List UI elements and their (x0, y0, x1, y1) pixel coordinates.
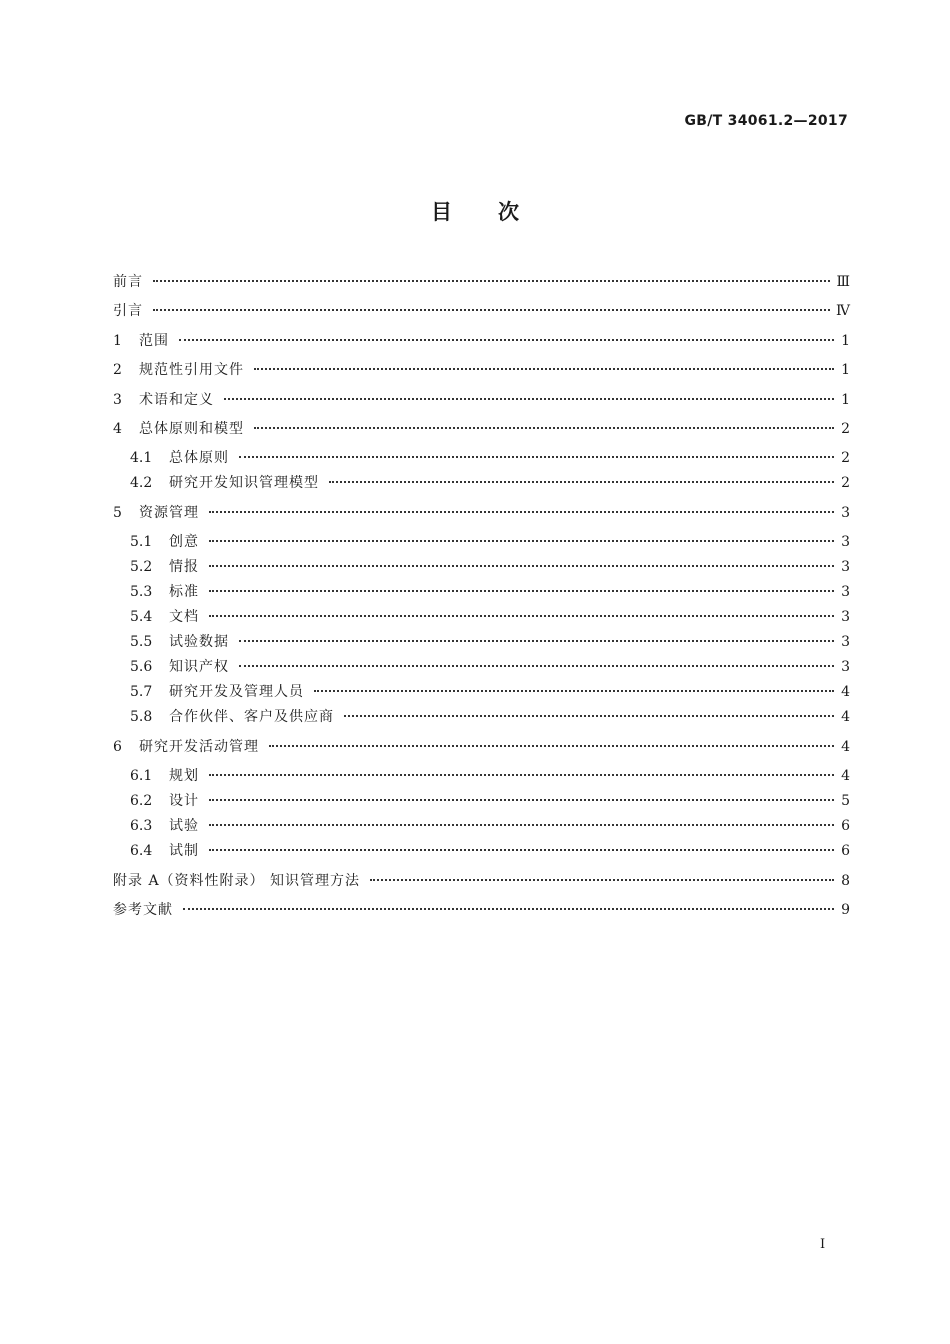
toc-entry-label: 资源管理 (139, 505, 199, 521)
toc-entry[interactable] (130, 680, 850, 704)
toc-entry-page: 3 (841, 559, 850, 575)
toc-entry[interactable] (130, 471, 850, 495)
toc-entry[interactable] (113, 735, 850, 759)
toc-entry-label: 研究开发活动管理 (139, 739, 259, 755)
toc-entry-number: 5 (113, 505, 122, 521)
toc-entry-number: 3 (113, 392, 122, 408)
toc-entry-page: 8 (841, 873, 850, 889)
toc-entry-label: 知识产权 (169, 659, 229, 675)
toc-entry[interactable] (130, 764, 850, 788)
dot-leader (254, 426, 834, 429)
toc-entry[interactable] (113, 501, 850, 525)
dot-leader (209, 614, 834, 617)
toc-entry-label: 试验 (169, 818, 199, 834)
toc-entry-number: 5.3 (130, 584, 153, 600)
toc-entry-page: 3 (841, 609, 850, 625)
toc-entry-number: 4.2 (130, 475, 153, 491)
toc-entry[interactable] (113, 417, 850, 441)
toc-entry-label: 引言 (113, 303, 143, 319)
toc-entry[interactable] (113, 898, 850, 922)
toc-entry-number: 4.1 (130, 450, 153, 466)
dot-leader (224, 397, 834, 400)
toc-entry-page: 3 (841, 534, 850, 550)
toc-entry-page: 4 (841, 768, 850, 784)
toc-entry[interactable] (130, 530, 850, 554)
toc-entry-number: 2 (113, 362, 122, 378)
toc-entry-label: 文档 (169, 609, 199, 625)
toc-entry-page: 1 (841, 362, 850, 378)
toc-entry-page: 5 (841, 793, 850, 809)
page-title: 目次 (431, 200, 565, 224)
toc-entry[interactable] (130, 605, 850, 629)
dot-leader (239, 664, 834, 667)
toc-entry-number: 5.8 (130, 709, 153, 725)
toc-entry-number: 5.4 (130, 609, 153, 625)
toc-entry-label: 创意 (169, 534, 199, 550)
dot-leader (254, 367, 834, 370)
dot-leader (179, 338, 834, 341)
dot-leader (209, 589, 834, 592)
toc-entry-page: 4 (841, 684, 850, 700)
dot-leader (329, 480, 834, 483)
toc-entry-page: 2 (841, 450, 850, 466)
toc-entry-page: 9 (841, 902, 850, 918)
toc-entry[interactable] (130, 580, 850, 604)
toc-entry[interactable] (113, 358, 850, 382)
dot-leader (153, 279, 830, 282)
toc-entry[interactable] (130, 814, 850, 838)
dot-leader (269, 744, 834, 747)
toc-entry-label: 参考文献 (113, 902, 173, 918)
toc-entry-label: 前言 (113, 274, 143, 290)
toc-entry-number: 6.2 (130, 793, 153, 809)
toc-entry-page: 3 (841, 659, 850, 675)
toc-entry-number: 5.1 (130, 534, 153, 550)
toc-entry-page: 1 (841, 333, 850, 349)
toc-entry[interactable] (130, 555, 850, 579)
dot-leader (209, 773, 834, 776)
toc-entry-page: 4 (841, 739, 850, 755)
dot-leader (209, 823, 834, 826)
toc-entry-label: 范围 (139, 333, 169, 349)
toc-entry-page: 2 (841, 475, 850, 491)
toc-entry-number: 6.3 (130, 818, 153, 834)
dot-leader (370, 878, 834, 881)
dot-leader (153, 308, 830, 311)
toc-entry[interactable] (113, 270, 850, 294)
toc-entry-page: 3 (841, 584, 850, 600)
toc-entry-label: 总体原则和模型 (139, 421, 244, 437)
toc-entry-number: 5.7 (130, 684, 153, 700)
toc-entry-page: 6 (841, 818, 850, 834)
toc-entry-page: 3 (841, 634, 850, 650)
dot-leader (344, 714, 834, 717)
page-folio: Ⅰ (820, 1237, 826, 1252)
toc-entry[interactable] (130, 705, 850, 729)
standard-number: GB/T 34061.2—2017 (684, 113, 848, 129)
toc-entry-page: 3 (841, 505, 850, 521)
toc-entry-label: 研究开发及管理人员 (169, 684, 304, 700)
toc-entry-number: 6.1 (130, 768, 153, 784)
dot-leader (209, 539, 834, 542)
toc-entry[interactable] (130, 655, 850, 679)
toc-entry-page: 1 (841, 392, 850, 408)
toc-entry-label: 附录 A（资料性附录） 知识管理方法 (113, 873, 361, 889)
toc-entry[interactable] (130, 789, 850, 813)
toc-entry-page: 6 (841, 843, 850, 859)
dot-leader (183, 907, 834, 910)
toc-entry[interactable] (130, 630, 850, 654)
toc-entry-number: 5.6 (130, 659, 153, 675)
toc-entry-number: 5.2 (130, 559, 153, 575)
toc-entry-number: 5.5 (130, 634, 153, 650)
toc-entry-label: 试制 (169, 843, 199, 859)
toc-entry-label: 情报 (169, 559, 199, 575)
toc-entry-page: 4 (841, 709, 850, 725)
toc-entry-label: 合作伙伴、客户及供应商 (169, 709, 334, 725)
toc-entry-number: 6.4 (130, 843, 153, 859)
toc-entry-number: 6 (113, 739, 122, 755)
toc-entry-page: 2 (841, 421, 850, 437)
toc-entry[interactable] (113, 869, 850, 893)
toc-entry[interactable] (130, 839, 850, 863)
toc-entry-number: 4 (113, 421, 122, 437)
dot-leader (209, 510, 834, 513)
toc-entry-label: 术语和定义 (139, 392, 214, 408)
dot-leader (209, 564, 834, 567)
toc-entry-label: 规划 (169, 768, 199, 784)
dot-leader (239, 455, 834, 458)
toc-entry-label: 研究开发知识管理模型 (169, 475, 319, 491)
toc-entry-page: Ⅳ (836, 303, 850, 319)
toc-entry-page: Ⅲ (836, 274, 850, 290)
dot-leader (239, 639, 834, 642)
dot-leader (314, 689, 834, 692)
toc-entry-label: 总体原则 (169, 450, 229, 466)
toc-entry[interactable] (113, 299, 850, 323)
toc-entry[interactable] (130, 446, 850, 470)
dot-leader (209, 848, 834, 851)
toc-entry-number: 1 (113, 333, 122, 349)
toc-entry-label: 标准 (169, 584, 199, 600)
toc-entry-label: 规范性引用文件 (139, 362, 244, 378)
toc-entry-label: 设计 (169, 793, 199, 809)
toc-entry[interactable] (113, 388, 850, 412)
toc-entry[interactable] (113, 329, 850, 353)
dot-leader (209, 798, 834, 801)
toc-entry-label: 试验数据 (169, 634, 229, 650)
